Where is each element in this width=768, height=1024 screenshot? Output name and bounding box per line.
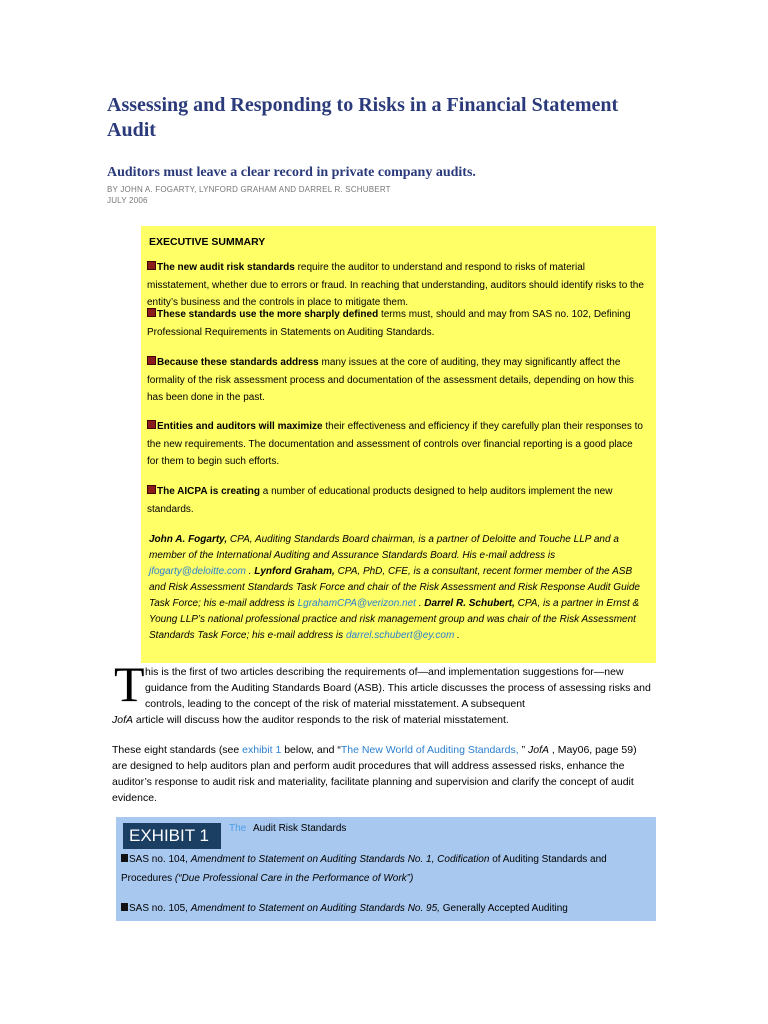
author-name: Darrel R. Schubert, xyxy=(424,598,515,609)
article-title: Assessing and Responding to Risks in a Financial Statement Audit xyxy=(107,94,619,141)
bullet-square-icon xyxy=(121,854,128,862)
bullet-square-icon xyxy=(147,261,156,270)
summary-item-text: terms must, should and may from SAS no. 102, Defining Professional Requirements in Statements on Auditing Standards. xyxy=(147,309,631,338)
standards-paragraph xyxy=(112,742,652,806)
separator: . xyxy=(454,630,460,641)
para-text: , May06, page 59) are designed to help auditors plan and perform audit procedures that will address assessed risks, enhance the auditor’s response to audit risk and materiality, facilitate planning and supervision and clarify the concept of audit evidence. xyxy=(112,744,637,804)
exhibit-the: The xyxy=(229,823,247,834)
summary-item xyxy=(147,418,647,471)
author-bio-text: CPA, is a partner in Ernst & Young LLP’s national professional practice and risk management group and was chair of the Risk Assessment Standards Task Force; his e-mail address is xyxy=(149,598,640,641)
exhibit-item-italic: Amendment to Statement on Auditing Standards No. 95, xyxy=(190,903,440,914)
exhibit-title: Audit Risk Standards xyxy=(253,823,347,834)
para-text: These eight standards (see xyxy=(112,744,243,756)
para-text: below, and “ xyxy=(281,744,341,756)
summary-item-text: their effectiveness and efficiency if they carefully plan their responses to the new requirements. The documentation and assessment of controls over financial reporting is a good place for them to begin such efforts. xyxy=(147,421,643,467)
exhibit-link[interactable]: exhibit 1 xyxy=(242,744,282,756)
summary-item-lead: Entities and auditors will maximize xyxy=(157,421,323,432)
exhibit-item-text: of Auditing Standards and Procedures xyxy=(121,854,607,884)
bullet-square-icon xyxy=(147,308,156,317)
summary-item-lead: The new audit risk standards xyxy=(157,262,295,273)
summary-item xyxy=(147,354,647,407)
exhibit-item-italic: Amendment to Statement on Auditing Standards No. 1, Codification xyxy=(190,854,490,865)
intro-text: his is the first of two articles describing the requirements of—and implementation suggestions for—new guidance from the Auditing Standards Board (ASB). This article discusses the process of assessing risks and controls, leading to the concept of the risk of material misstatement. A subsequent xyxy=(145,666,651,710)
author-bio-text: CPA, PhD, CFE, is a consultant, recent former member of the ASB and Risk Assessment Standards Task Force and chair of the Risk Assessment and Risk Response Audit Guide Task Force; his e-mail address is xyxy=(149,566,640,609)
para-text: ” xyxy=(518,744,528,756)
intro-paragraph-lead xyxy=(145,664,655,712)
exhibit-item-text: SAS no. 105, xyxy=(129,903,191,914)
summary-item-lead: These standards use the more sharply defined xyxy=(157,309,379,320)
summary-heading: EXECUTIVE SUMMARY xyxy=(149,236,266,248)
bullet-square-icon xyxy=(121,903,128,911)
summary-item-text: a number of educational products designed to help auditors implement the new standards. xyxy=(147,486,613,515)
summary-item-text: require the auditor to understand and respond to risks of material misstatement, whether due to errors or fraud. In reaching that understanding, auditors should identify risks to the entity’s business and the controls in place to mitigate them. xyxy=(147,262,644,308)
bullet-square-icon xyxy=(147,356,156,365)
exhibit-label: EXHIBIT 1 xyxy=(123,823,221,849)
article-subtitle: Auditors must leave a clear record in private company audits. xyxy=(107,165,476,180)
authors: BY JOHN A. FOGARTY, LYNFORD GRAHAM AND DARREL R. SCHUBERT xyxy=(107,185,391,194)
email-link[interactable]: jfogarty@deloitte.com xyxy=(149,566,246,577)
email-link[interactable]: LgrahamCPA@verizon.net xyxy=(297,598,416,609)
drop-cap: T xyxy=(114,656,145,712)
article-link[interactable]: The New World of Auditing Standards, xyxy=(340,744,519,756)
exhibit-item-text: SAS no. 104, xyxy=(129,854,191,865)
exhibit-item-text: Generally Accepted Auditing xyxy=(439,903,568,914)
exhibit-item xyxy=(121,850,651,888)
bullet-square-icon xyxy=(147,485,156,494)
bullet-square-icon xyxy=(147,420,156,429)
separator: . xyxy=(245,566,255,577)
author-name: Lynford Graham, xyxy=(254,566,335,577)
summary-item xyxy=(147,483,647,518)
email-link[interactable]: darrel.schubert@ey.com xyxy=(345,630,455,641)
summary-item-text: many issues at the core of auditing, they may significantly affect the formality of the risk assessment process and documentation of the assessment details, depending on how this has been done in the past. xyxy=(147,357,634,403)
summary-item xyxy=(147,259,647,312)
exhibit-item-italic: (“Due Professional Care in the Performance of Work”) xyxy=(174,873,414,884)
exhibit-item xyxy=(121,899,651,918)
separator: . xyxy=(415,598,425,609)
author-bios xyxy=(149,532,649,644)
byline xyxy=(107,184,391,206)
intro-paragraph-tail xyxy=(112,712,652,728)
summary-item-lead: Because these standards address xyxy=(157,357,319,368)
author-bio-text: CPA, Auditing Standards Board chairman, is a partner of Deloitte and Touche LLP and a member of the International Auditing and Assurance Standards Board. His e-mail address is xyxy=(149,534,619,561)
publish-date: JULY 2006 xyxy=(107,196,148,205)
summary-item xyxy=(147,306,647,341)
exhibit-box xyxy=(116,817,656,921)
journal-name: JofA xyxy=(112,714,134,726)
journal-name: JofA xyxy=(528,744,550,756)
intro-text-end: article will discuss how the auditor responds to the risk of material misstatement. xyxy=(133,714,509,726)
author-name: John A. Fogarty, xyxy=(149,534,228,545)
executive-summary-box xyxy=(141,226,656,663)
summary-item-lead: The AICPA is creating xyxy=(157,486,260,497)
